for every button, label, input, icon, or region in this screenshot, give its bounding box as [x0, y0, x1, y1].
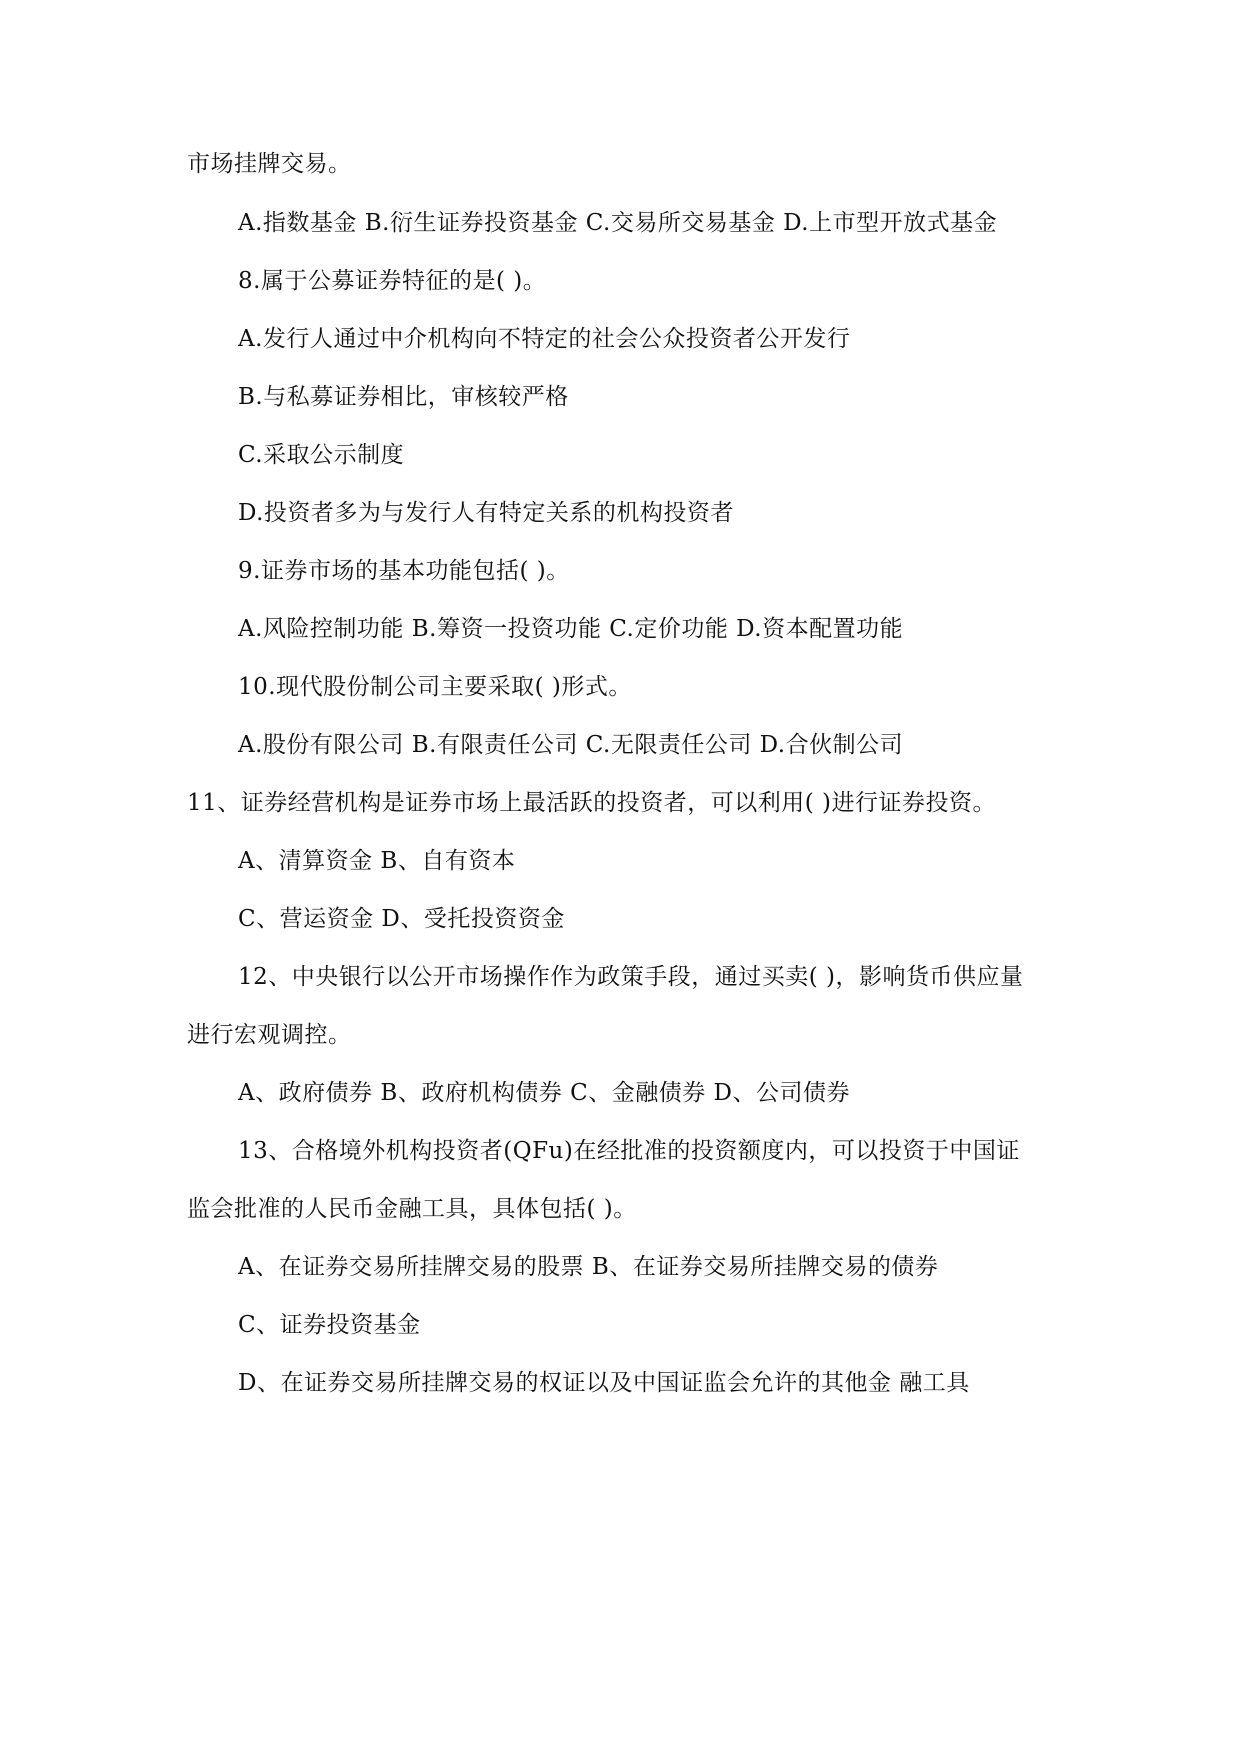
q9-question: 9.证券市场的基本功能包括( )。 [238, 558, 570, 584]
q8-option-d: D.投资者多为与发行人有特定关系的机构投资者 [238, 500, 734, 526]
q12-question-continuation: 进行宏观调控。 [187, 1022, 352, 1048]
q8-option-b: B.与私募证券相比，审核较严格 [238, 384, 569, 410]
q8-question: 8.属于公募证券特征的是( )。 [238, 268, 547, 294]
q10-question: 10.现代股份制公司主要采取( )形式。 [238, 674, 632, 700]
q9-options: A.风险控制功能 B.筹资一投资功能 C.定价功能 D.资本配置功能 [238, 616, 904, 642]
q8-option-c: C.采取公示制度 [238, 442, 405, 468]
q11-question: 11、证券经营机构是证券市场上最活跃的投资者，可以利用( )进行证券投资。 [187, 790, 997, 816]
q11-options-ab: A、清算资金 B、自有资本 [238, 848, 516, 874]
q13-options-ab: A、在证券交易所挂牌交易的股票 B、在证券交易所挂牌交易的债券 [238, 1254, 939, 1280]
text-line-continuation: 市场挂牌交易。 [187, 151, 352, 177]
q13-question: 13、合格境外机构投资者(QFu)在经批准的投资额度内，可以投资于中国证 [238, 1138, 1020, 1164]
q7-options: A.指数基金 B.衍生证券投资基金 C.交易所交易基金 D.上市型开放式基金 [238, 210, 998, 236]
q12-question: 12、中央银行以公开市场操作作为政策手段，通过买卖( )，影响货币供应量 [238, 964, 1024, 990]
q11-options-cd: C、营运资金 D、受托投资资金 [238, 906, 565, 932]
q13-question-continuation: 监会批准的人民币金融工具，具体包括( )。 [187, 1196, 637, 1222]
q13-option-c: C、证券投资基金 [238, 1312, 421, 1338]
q10-options: A.股份有限公司 B.有限责任公司 C.无限责任公司 D.合伙制公司 [238, 732, 904, 758]
q8-option-a: A.发行人通过中介机构向不特定的社会公众投资者公开发行 [238, 326, 851, 352]
q12-options: A、政府债券 B、政府机构债券 C、金融债券 D、公司债券 [238, 1080, 850, 1106]
q13-option-d: D、在证券交易所挂牌交易的权证以及中国证监会允许的其他金 融工具 [238, 1370, 970, 1396]
